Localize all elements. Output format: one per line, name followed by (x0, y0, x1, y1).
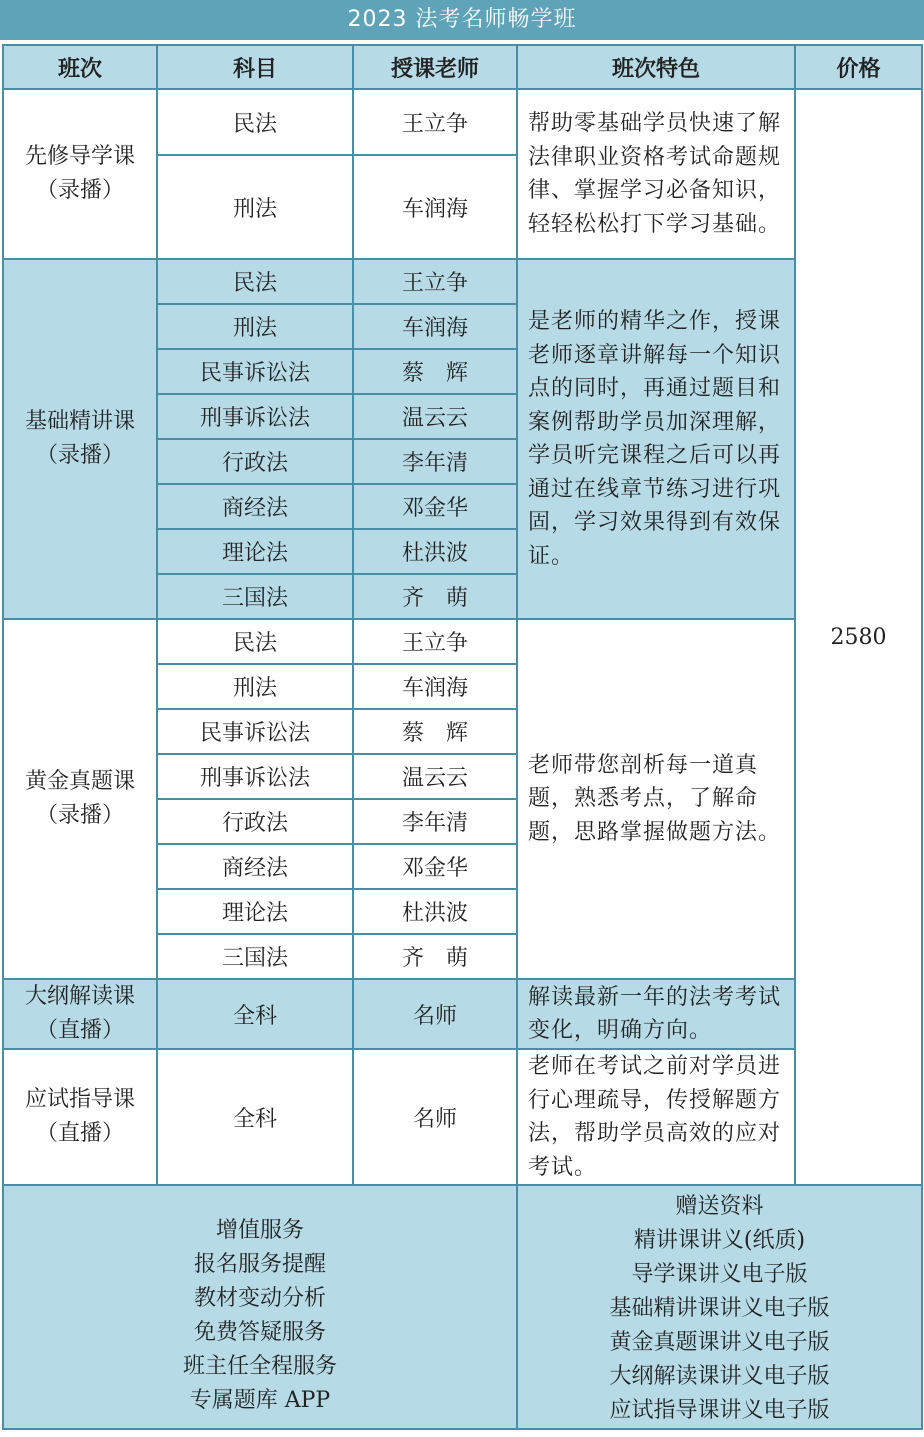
teacher-cell: 名师 (353, 979, 517, 1049)
service-item: 免费答疑服务 (193, 1320, 326, 1345)
teacher-cell: 邓金华 (353, 484, 517, 529)
feature-cell: 是老师的精华之作，授课老师逐章讲解每一个知识点的同时，再通过题目和案例帮助学员加深理解，学员听完课程之后可以再通过在线章节练习进行巩固，学习效果得到有效保证。 (517, 259, 795, 619)
subject-cell: 民事诉讼法 (157, 709, 353, 754)
subject-cell: 全科 (157, 1049, 353, 1185)
teacher-cell: 车润海 (353, 155, 517, 259)
class-name: 应试指导课 (24, 1087, 135, 1112)
teacher-cell: 名师 (353, 1049, 517, 1185)
header-subject: 科目 (157, 45, 353, 89)
material-item: 精讲课讲义(纸质) (633, 1228, 806, 1253)
subject-cell: 民法 (157, 89, 353, 155)
feature-cell: 解读最新一年的法考考试变化，明确方向。 (517, 979, 795, 1049)
material-item: 黄金真题课讲义电子版 (609, 1330, 830, 1355)
service-item: 教材变动分析 (193, 1286, 326, 1311)
subject-cell: 行政法 (157, 439, 353, 484)
table-row (3, 89, 922, 155)
teacher-cell: 车润海 (353, 304, 517, 349)
subject-cell: 刑事诉讼法 (157, 754, 353, 799)
material-item: 大纲解读课讲义电子版 (609, 1364, 830, 1389)
class-name: 黄金真题课 (24, 769, 135, 794)
materials-title: 赠送资料 (675, 1194, 764, 1219)
teacher-cell: 齐 萌 (353, 574, 517, 619)
teacher-cell: 温云云 (353, 754, 517, 799)
header-price: 价格 (795, 45, 922, 89)
teacher-cell: 温云云 (353, 394, 517, 439)
class-mode: （录播） (35, 178, 124, 203)
subject-cell: 民法 (157, 259, 353, 304)
class-mode: （直播） (35, 1121, 124, 1146)
class-mode: （录播） (35, 443, 124, 468)
teacher-cell: 车润海 (353, 664, 517, 709)
subject-cell: 刑法 (157, 664, 353, 709)
teacher-cell: 杜洪波 (353, 889, 517, 934)
class-name-cell (3, 619, 157, 979)
material-item: 基础精讲课讲义电子版 (609, 1296, 830, 1321)
subject-cell: 刑法 (157, 155, 353, 259)
class-name-cell (3, 89, 157, 259)
teacher-cell: 王立争 (353, 259, 517, 304)
table-row (3, 1049, 922, 1185)
header-feature: 班次特色 (517, 45, 795, 89)
teacher-cell: 李年清 (353, 439, 517, 484)
class-name: 大纲解读课 (24, 984, 135, 1009)
service-item: 专属题库 APP (189, 1388, 331, 1413)
teacher-cell: 王立争 (353, 89, 517, 155)
service-item: 报名服务提醒 (193, 1252, 326, 1277)
class-mode: （录播） (35, 803, 124, 828)
feature-cell: 老师带您剖析每一道真题，熟悉考点，了解命题，思路掌握做题方法。 (517, 619, 795, 979)
subject-cell: 民法 (157, 619, 353, 664)
table-row (3, 979, 922, 1049)
services-cell (3, 1185, 517, 1429)
table-row (3, 619, 922, 664)
subject-cell: 三国法 (157, 574, 353, 619)
subject-cell: 商经法 (157, 844, 353, 889)
feature-cell: 老师在考试之前对学员进行心理疏导，传授解题方法，帮助学员高效的应对考试。 (517, 1049, 795, 1185)
material-item: 应试指导课讲义电子版 (609, 1398, 830, 1423)
teacher-cell: 蔡 辉 (353, 709, 517, 754)
footer-row (3, 1185, 922, 1429)
service-item: 班主任全程服务 (182, 1354, 337, 1379)
table-row (3, 259, 922, 304)
teacher-cell: 齐 萌 (353, 934, 517, 979)
subject-cell: 民事诉讼法 (157, 349, 353, 394)
class-name: 先修导学课 (24, 144, 135, 169)
course-table (2, 44, 923, 1430)
subject-cell: 三国法 (157, 934, 353, 979)
teacher-cell: 邓金华 (353, 844, 517, 889)
subject-cell: 刑法 (157, 304, 353, 349)
teacher-cell: 李年清 (353, 799, 517, 844)
subject-cell: 理论法 (157, 529, 353, 574)
subject-cell: 刑事诉讼法 (157, 394, 353, 439)
teacher-cell: 蔡 辉 (353, 349, 517, 394)
teacher-cell: 王立争 (353, 619, 517, 664)
feature-cell: 帮助零基础学员快速了解法律职业资格考试命题规律、掌握学习必备知识，轻轻松松打下学习基础。 (517, 89, 795, 259)
table-title: 2023 法考名师畅学班 (0, 0, 924, 40)
subject-cell: 商经法 (157, 484, 353, 529)
header-row (3, 45, 922, 89)
class-mode: （直播） (35, 1018, 124, 1043)
class-name-cell (3, 979, 157, 1049)
materials-cell (517, 1185, 922, 1429)
header-teacher: 授课老师 (353, 45, 517, 89)
header-class: 班次 (3, 45, 157, 89)
class-name: 基础精讲课 (24, 409, 135, 434)
services-title: 增值服务 (215, 1218, 304, 1243)
subject-cell: 全科 (157, 979, 353, 1049)
class-name-cell (3, 1049, 157, 1185)
teacher-cell: 杜洪波 (353, 529, 517, 574)
subject-cell: 行政法 (157, 799, 353, 844)
price-cell: 2580 (795, 89, 922, 1185)
material-item: 导学课讲义电子版 (631, 1262, 808, 1287)
subject-cell: 理论法 (157, 889, 353, 934)
class-name-cell (3, 259, 157, 619)
